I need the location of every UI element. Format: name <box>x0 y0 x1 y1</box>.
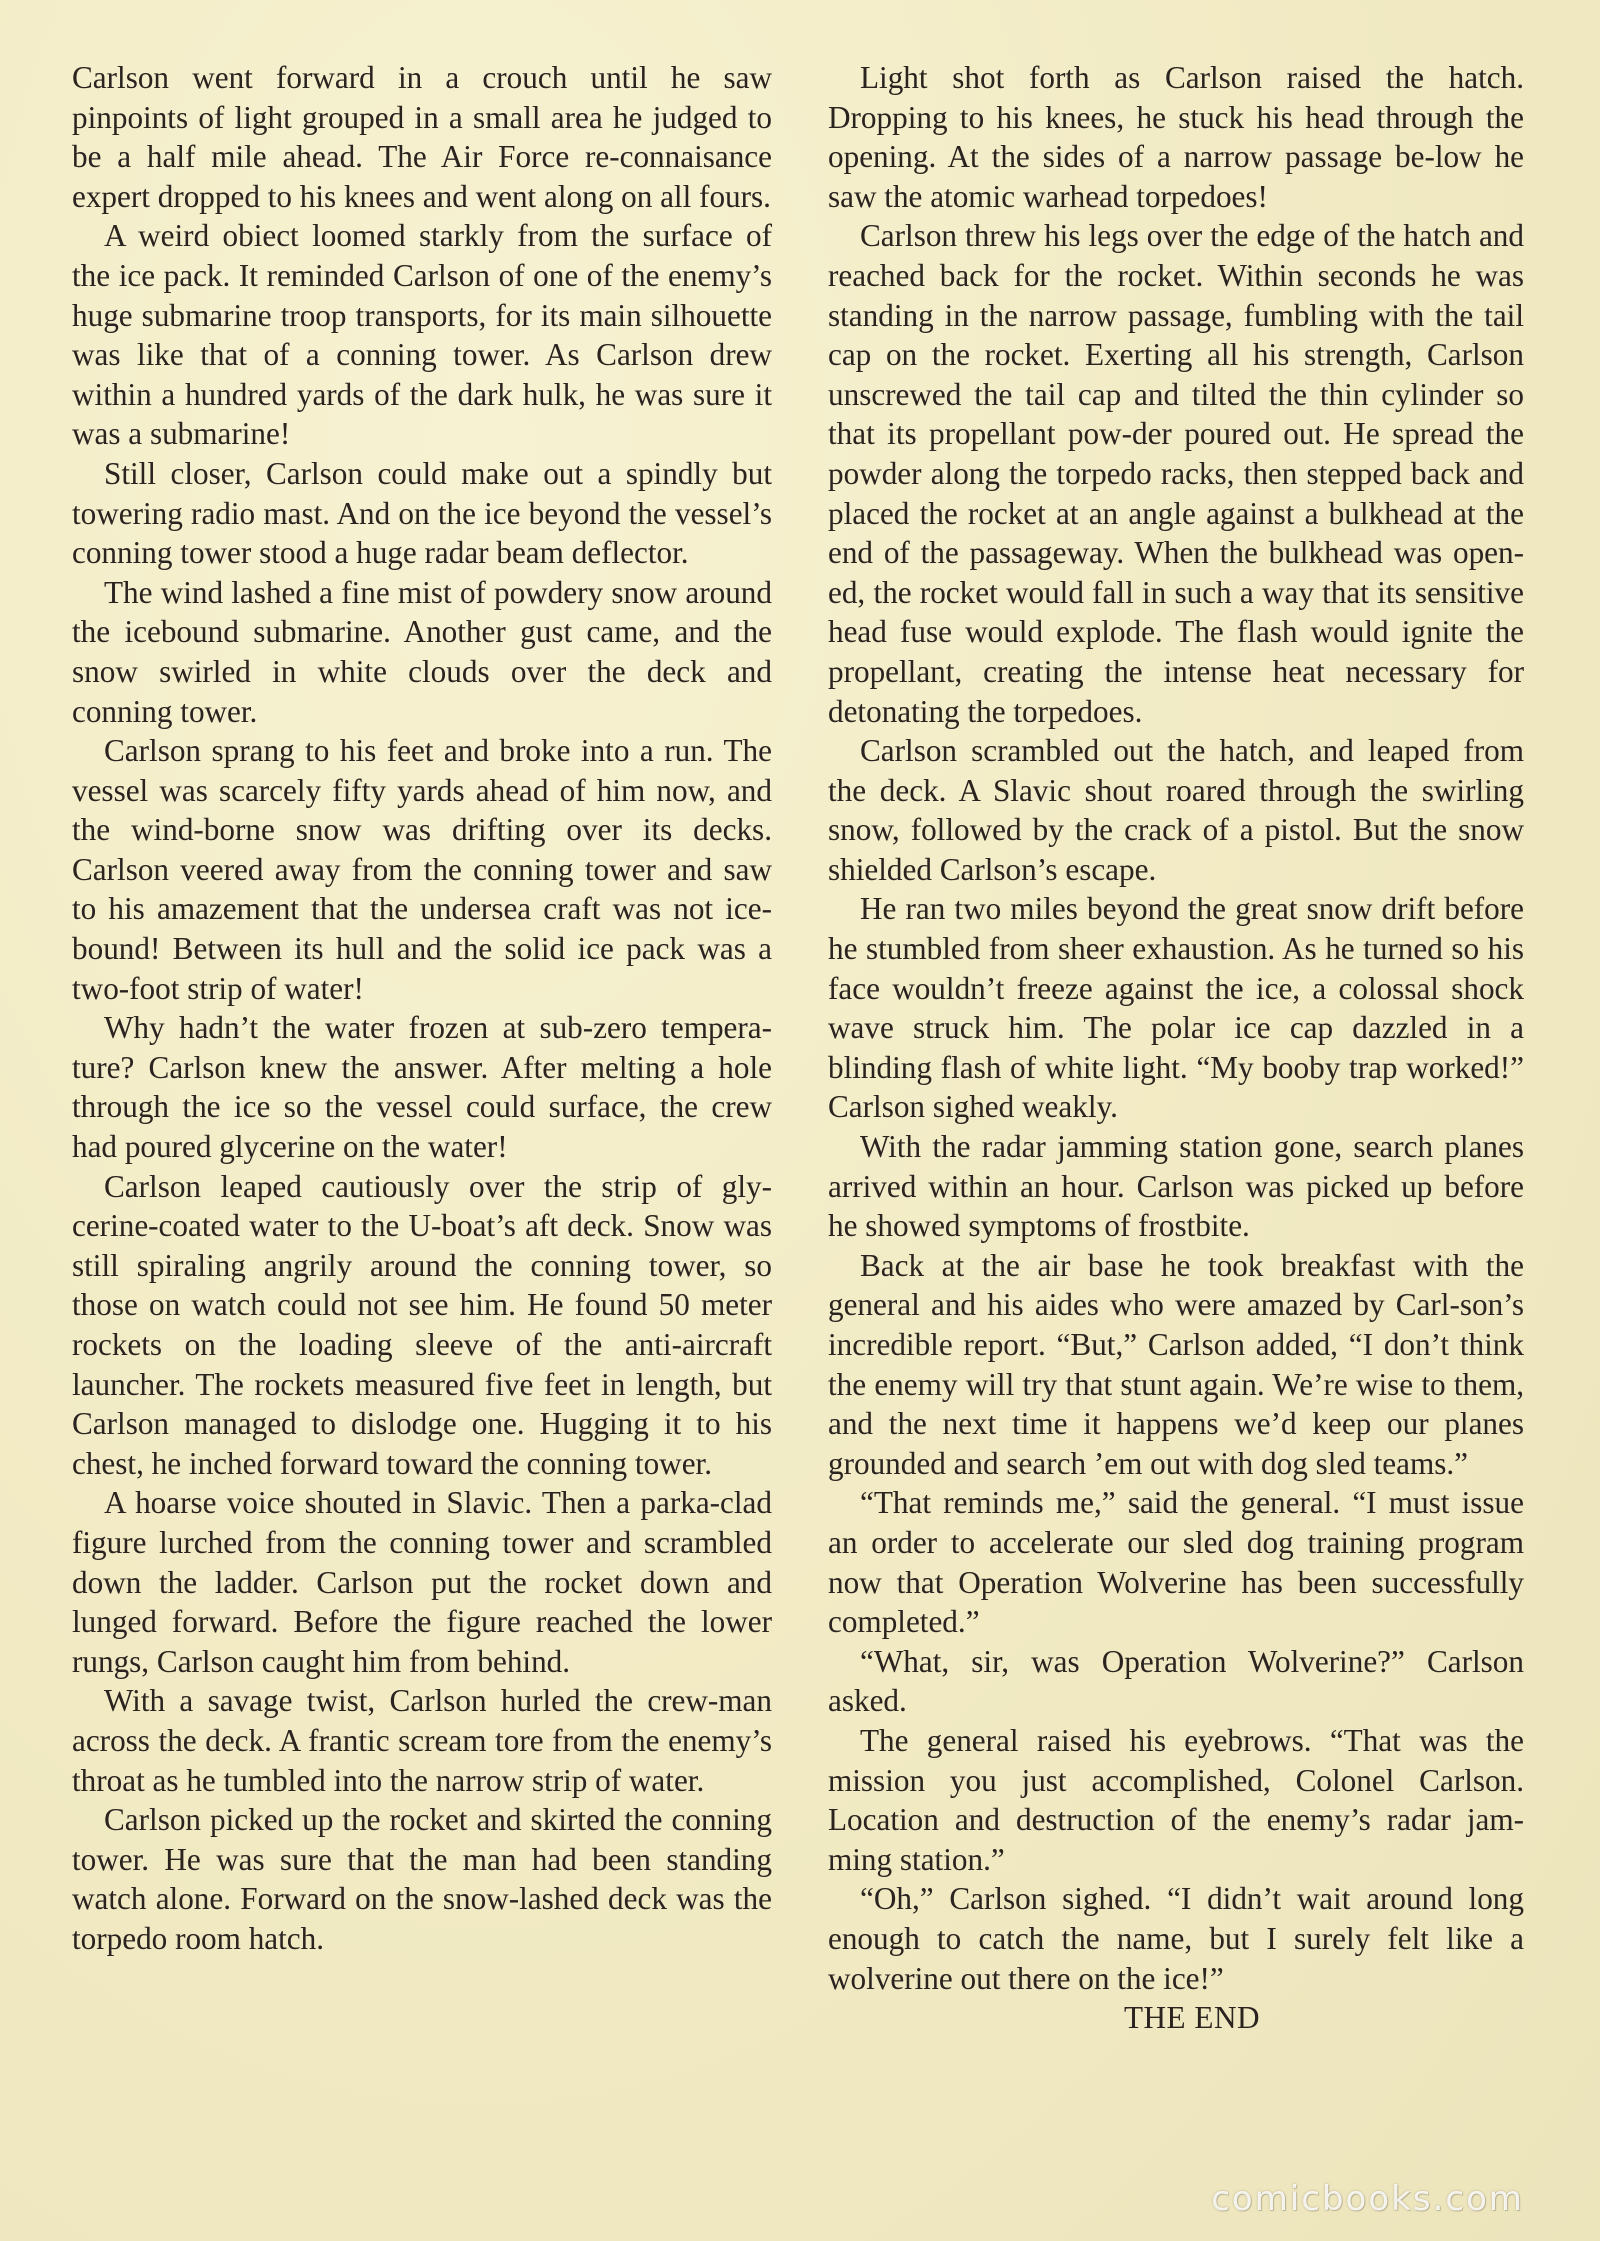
paragraph: “That reminds me,” said the general. “I must issue an order to accelerate our sled dog training program now that Operation Wolverine has been successfully completed.” <box>828 1485 1524 1640</box>
paragraph: Carlson scrambled out the hatch, and leaped from the deck. A Slavic shout roared through the swirling snow, followed by the crack of a pistol. But the snow shielded Carlson’s escape. <box>828 733 1524 887</box>
paragraph: A weird obiect loomed starkly from the surface of the ice pack. It reminded Carlson of one of the enemy’s huge submarine troop transports, for its main silhouette was like that of a conning tower. As Carlson drew within a hundred yards of the dark hulk, he was sure it was a submarine! <box>72 218 772 452</box>
paragraph: He ran two miles beyond the great snow drift before he stumbled from sheer exhaustion. As he turned so his face wouldn’t freeze against the ice, a colossal shock wave struck him. The polar ice cap dazzled in a blinding flash of white light. “My booby trap worked!” Carlson sighed weakly. <box>828 891 1524 1125</box>
paragraph: Still closer, Carlson could make out a spindly but towering radio mast. And on the ice beyond the vessel’s conning tower stood a huge radar beam deflector. <box>72 455 772 571</box>
paragraph: Carlson sprang to his feet and broke into a run. The vessel was scarcely fifty yards ahead of him now, and the wind-borne snow was drifting over its decks. Carlson veered away from the conning tower and saw to his amazement that the undersea craft was not ice-bound! Between its hull and the solid ice pack was a two-foot strip of water! <box>72 733 772 1006</box>
right-text-column <box>828 58 1524 2038</box>
paragraph: “What, sir, was Operation Wolverine?” Carlson asked. <box>828 1643 1524 1719</box>
paragraph: Carlson threw his legs over the edge of the hatch and reached back for the rocket. Within seconds he was standing in the narrow passage, fumbling with the tail cap on the rocket. Exerting all his strength, Carlson unscrewed the tail cap and tilted the thin cylinder so that its propellant pow-der poured out. He spread the powder along the torpedo racks, then stepped back and placed the rocket at an angle against a bulkhead at the end of the passageway. When the bulkhead was open-ed, the rocket would fall in such a way that its sensitive head fuse would explode. The flash would ignite the propellant, creating the intense heat necessary for detonating the torpedoes. <box>828 218 1524 729</box>
paragraph: Back at the air base he took breakfast with the general and his aides who were amazed by Carl-son’s incredible report. “But,” Carlson added, “I don’t think the enemy will try that stunt again. We’re wise to them, and the next time it happens we’d keep our planes grounded and search ’em out with dog sled teams.” <box>828 1247 1524 1481</box>
watermark: comicbooks.com <box>1211 2179 1524 2219</box>
paragraph: Carlson went forward in a crouch until he saw pinpoints of light grouped in a small area he judged to be a half mile ahead. The Air Force re-connaisance expert dropped to his knees and went along on all fours. <box>72 60 772 214</box>
paragraph: Light shot forth as Carlson raised the hatch. Dropping to his knees, he stuck his head through the opening. At the sides of a narrow passage be-low he saw the atomic warhead torpedoes! <box>828 60 1524 214</box>
paragraph: With the radar jamming station gone, search planes arrived within an hour. Carlson was picked up before he showed symptoms of frostbite. <box>828 1129 1524 1244</box>
left-text-column <box>72 58 772 1959</box>
the-end-label: THE END <box>1123 2000 1261 2036</box>
paragraph: Carlson leaped cautiously over the strip of gly-cerine-coated water to the U-boat’s aft deck. Snow was still spiraling angrily around the conning tower, so those on watch could not see him. He found 50 meter rockets on the loading sleeve of the anti-aircraft launcher. The rockets measured five feet in length, but Carlson managed to dislodge one. Hugging it to his chest, he inched forward toward the conning tower. <box>72 1168 772 1481</box>
paragraph: “Oh,” Carlson sighed. “I didn’t wait around long enough to catch the name, but I surely felt like a wolverine out there on the ice!” <box>828 1881 1524 1996</box>
paragraph: The general raised his eyebrows. “That was the mission you just accomplished, Colonel Carlson. Location and destruction of the enemy’s radar jam-ming station.” <box>828 1722 1524 1877</box>
paragraph: Why hadn’t the water frozen at sub-zero tempera-ture? Carlson knew the answer. After melting a hole through the ice so the vessel could surface, the crew had poured glycerine on the water! <box>72 1010 772 1165</box>
paragraph: The wind lashed a fine mist of powdery snow around the icebound submarine. Another gust came, and the snow swirled in white clouds over the deck and conning tower. <box>72 574 772 729</box>
paragraph: A hoarse voice shouted in Slavic. Then a parka-clad figure lurched from the conning tower and scrambled down the ladder. Carlson put the rocket down and lunged forward. Before the figure reached the lower rungs, Carlson caught him from behind. <box>72 1485 772 1679</box>
paragraph: Carlson picked up the rocket and skirted the conning tower. He was sure that the man had been standing watch alone. Forward on the snow-lashed deck was the torpedo room hatch. <box>72 1802 772 1956</box>
paragraph: With a savage twist, Carlson hurled the crew-man across the deck. A frantic scream tore from the enemy’s throat as he tumbled into the narrow strip of water. <box>72 1683 772 1798</box>
